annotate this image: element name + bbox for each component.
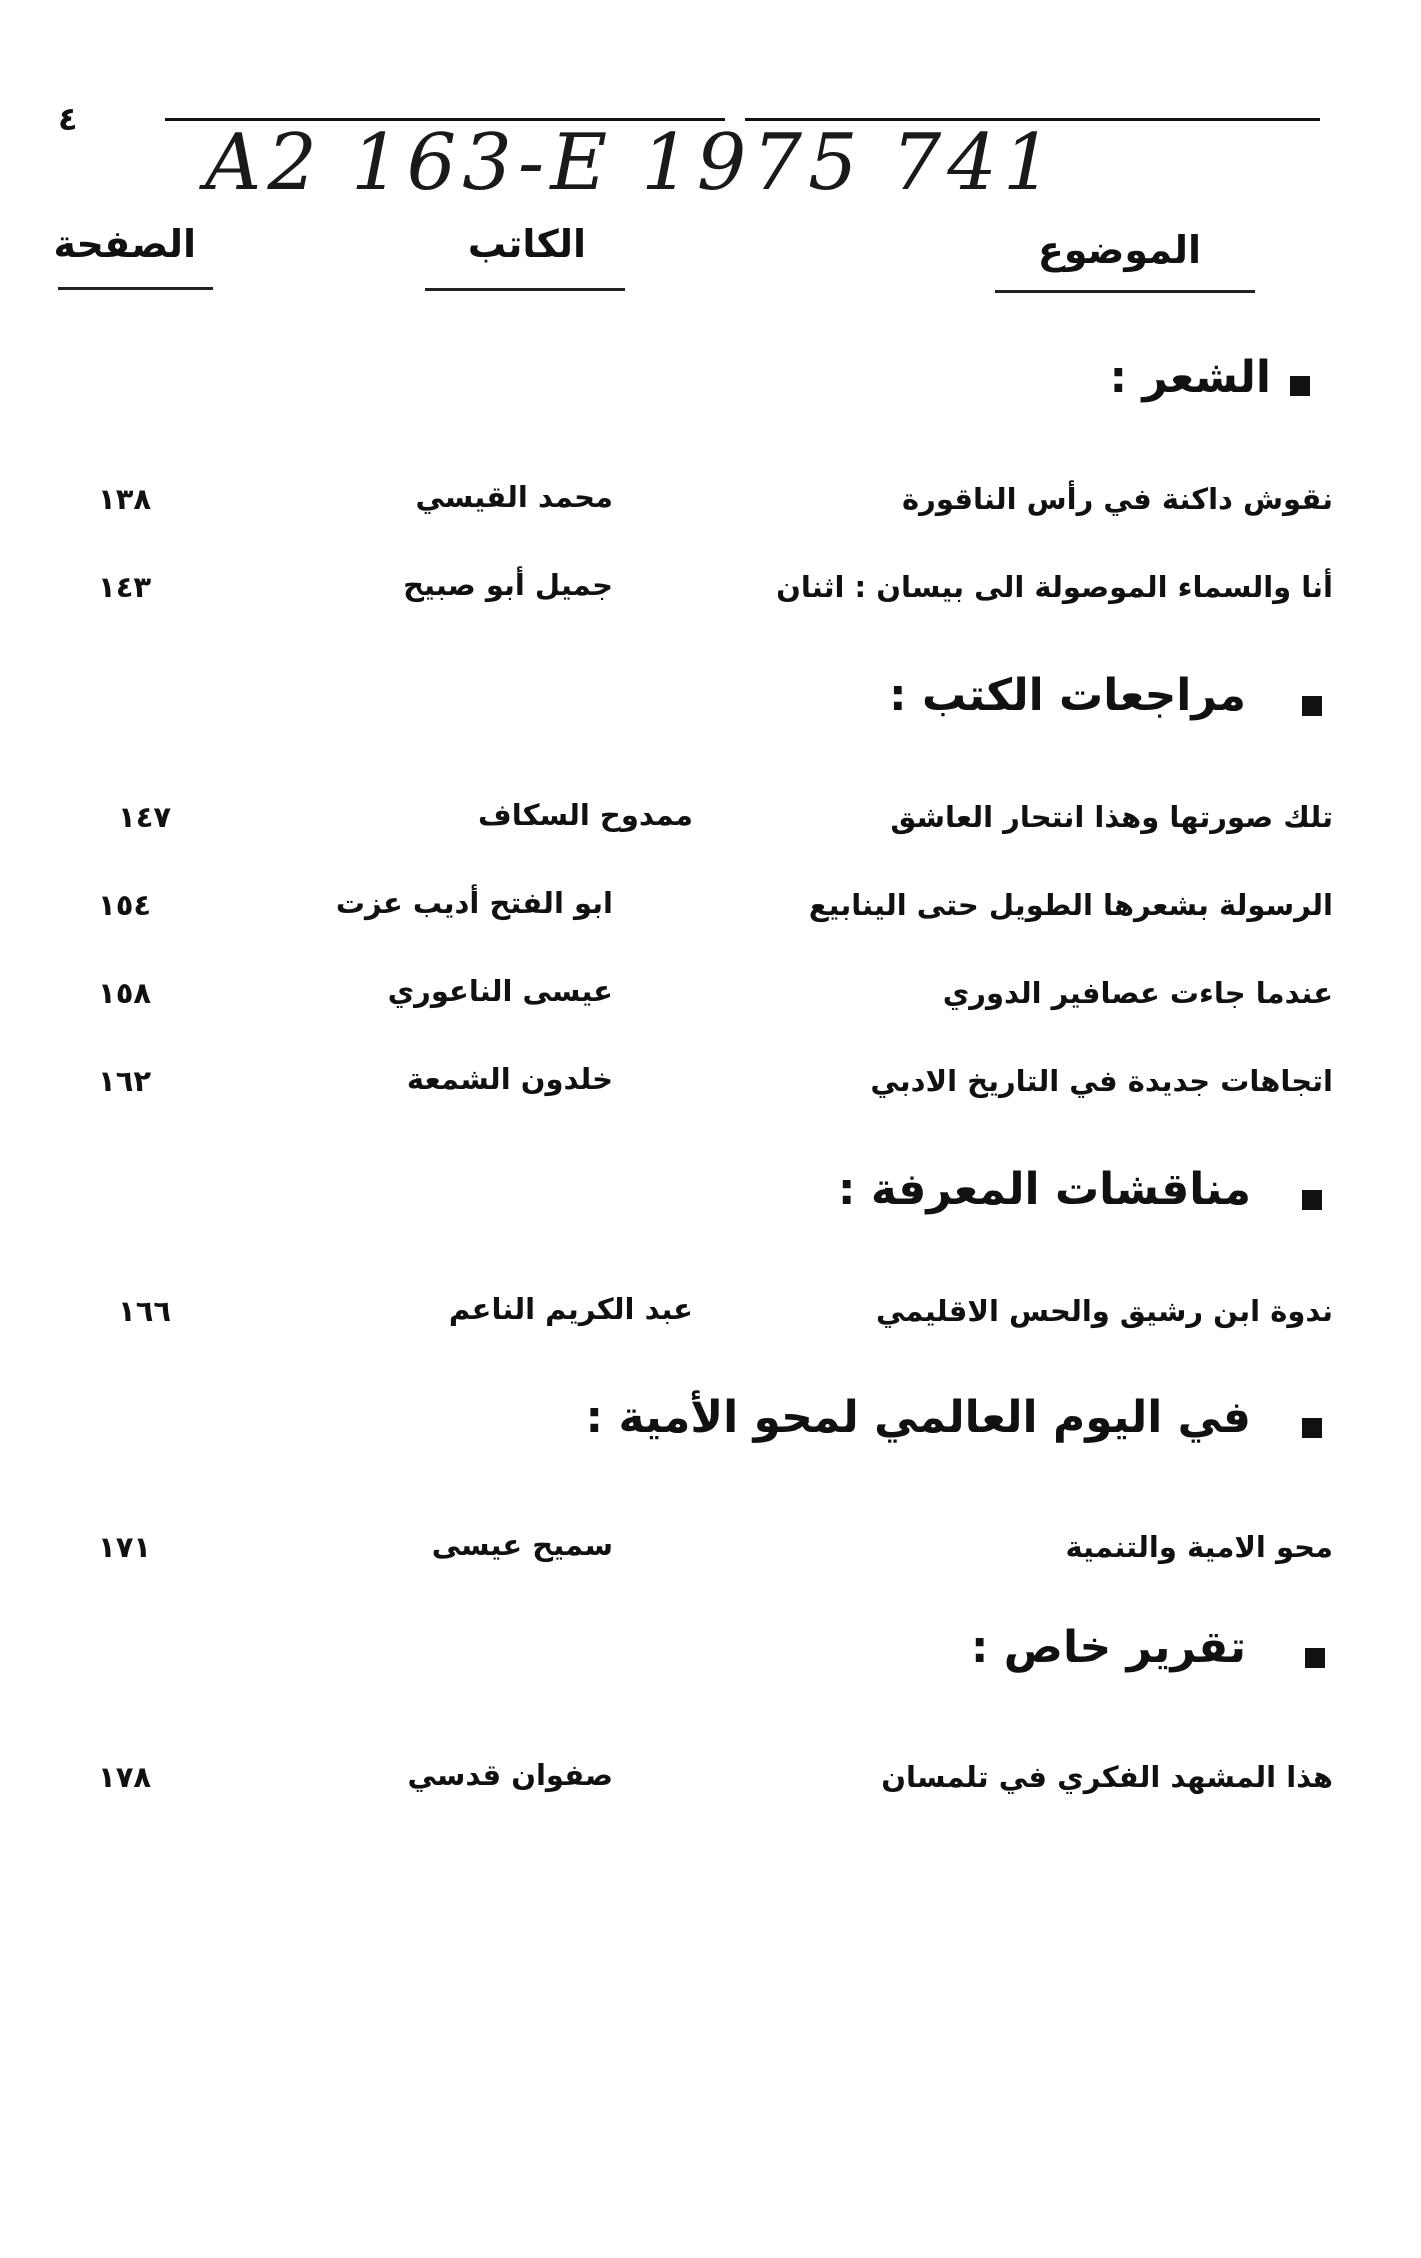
column-underline-author — [425, 288, 625, 291]
entry-title: نقوش داكنة في رأس الناقورة — [902, 482, 1333, 516]
handwritten-code-part: A2 — [205, 118, 323, 208]
entry-author: محمد القيسي — [415, 480, 613, 514]
section-heading: مناقشات المعرفة : — [837, 1164, 1251, 1215]
entry-page: ١٥٨ — [98, 976, 152, 1010]
section-bullet-icon — [1302, 1190, 1322, 1210]
column-header-page: الصفحة — [53, 222, 196, 266]
entry-author: خلدون الشمعة — [406, 1062, 613, 1096]
entry-title: هذا المشهد الفكري في تلمسان — [881, 1760, 1333, 1794]
entry-page: ١٥٤ — [98, 888, 152, 922]
entry-title: عندما جاءت عصافير الدوري — [942, 976, 1333, 1010]
section-bullet-icon — [1290, 376, 1310, 396]
section-bullet-icon — [1302, 696, 1322, 716]
section-heading: الشعر : — [1109, 352, 1271, 403]
entry-title: محو الامية والتنمية — [1065, 1530, 1333, 1564]
entry-author: سميح عيسى — [431, 1528, 613, 1562]
section-heading: في اليوم العالمي لمحو الأمية : — [585, 1392, 1251, 1443]
column-underline-topic — [995, 290, 1255, 293]
entry-page: ١٧١ — [98, 1530, 152, 1564]
entry-page: ١٣٨ — [98, 482, 152, 516]
entry-author: صفوان قدسي — [407, 1758, 613, 1792]
entry-page: ١٧٨ — [98, 1760, 152, 1794]
entry-author: ابو الفتح أديب عزت — [335, 886, 613, 920]
page-number: ٤ — [58, 100, 78, 138]
handwritten-code-part: 163-E — [350, 118, 614, 208]
entry-title: اتجاهات جديدة في التاريخ الادبي — [870, 1064, 1333, 1098]
entry-author: جميل أبو صبيح — [403, 568, 613, 602]
section-heading: مراجعات الكتب : — [889, 670, 1246, 721]
entry-title: ندوة ابن رشيق والحس الاقليمي — [875, 1294, 1333, 1328]
column-underline-page — [58, 287, 213, 290]
entry-page: ١٤٧ — [118, 800, 172, 834]
column-header-author: الكاتب — [467, 222, 586, 266]
entry-title: تلك صورتها وهذا انتحار العاشق — [890, 800, 1333, 834]
entry-author: عبد الكريم الناعم — [448, 1292, 693, 1326]
section-heading: تقرير خاص : — [970, 1622, 1246, 1673]
handwritten-code-part: 1975 — [641, 118, 864, 208]
entry-page: ١٦٢ — [98, 1064, 152, 1098]
entry-page: ١٤٣ — [98, 570, 152, 604]
handwritten-code-part: 741 — [891, 118, 1059, 208]
handwritten-catalog-code — [205, 118, 1087, 208]
column-header-topic: الموضوع — [1037, 228, 1201, 272]
section-bullet-icon — [1302, 1418, 1322, 1438]
entry-author: ممدوح السكاف — [478, 798, 693, 832]
entry-title: الرسولة بشعرها الطويل حتى الينابيع — [808, 888, 1333, 922]
entry-title: أنا والسماء الموصولة الى بيسان : اثنان — [776, 570, 1333, 604]
entry-author: عيسى الناعوري — [387, 974, 613, 1008]
section-bullet-icon — [1305, 1648, 1325, 1668]
entry-page: ١٦٦ — [118, 1294, 172, 1328]
